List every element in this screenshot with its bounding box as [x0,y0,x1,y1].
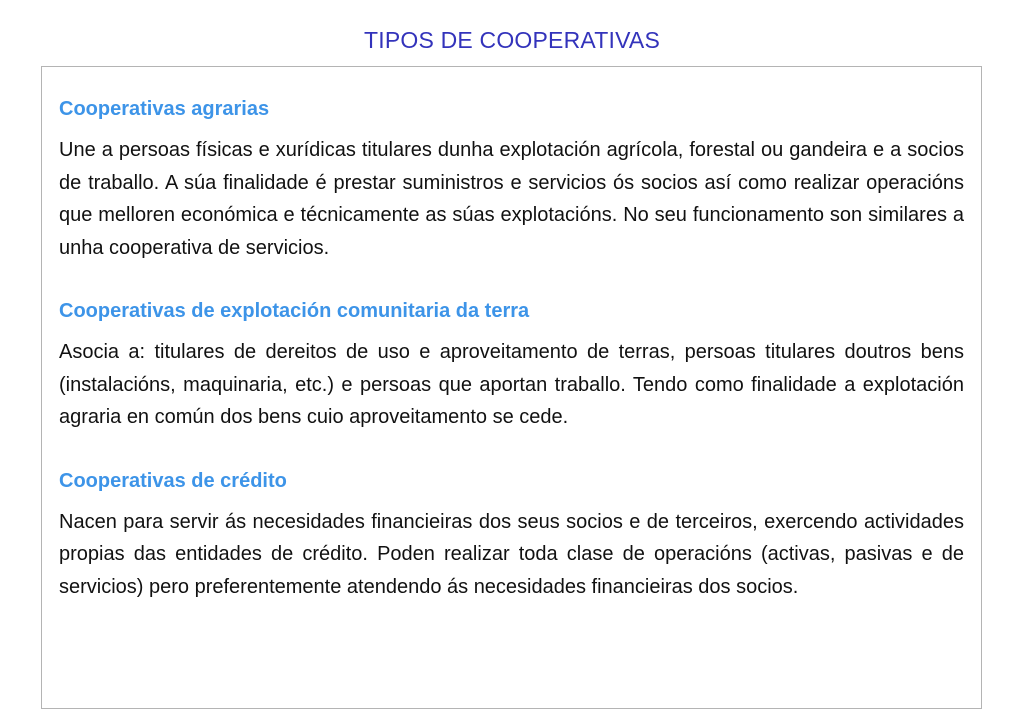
section-cooperativas-agrarias [59,95,964,264]
page-title: TIPOS DE COOPERATIVAS [363,27,660,53]
section-explotacion-comunitaria [59,297,964,434]
content-box [41,66,982,709]
section-heading: Cooperativas agrarias [59,98,270,120]
section-heading: Cooperativas de explotación comunitaria da terra [59,300,530,322]
section-body: Nacen para servir ás necesidades financieiras dos seus socios e de terceiros, exercendo actividades propias das entidades de crédito. Poden realizar toda clase de operacións (activas, pasivas e de servicios) pero preferentemente atendendo ás necesidades financieiras dos socios. [59,510,964,598]
section-body: Une a persoas físicas e xurídicas titulares dunha explotación agrícola, forestal ou gandeira e a socios de traballo. A súa finalidade é prestar suministros e servicios ós socios así como realizar operacións que melloren económica e técnicamente as súas explotacións. No seu funcionamento son similares a unha cooperativa de servicios. [59,139,964,259]
section-heading: Cooperativas de crédito [59,469,287,492]
section-body: Asocia a: titulares de dereitos de uso e aproveitamento de terras, persoas titulares doutros bens (instalacións, maquinaria, etc.) e persoas que aportan traballo. Tendo como finalidade a explotación agraria en común dos bens cuio aproveitamento se cede. [59,341,964,428]
section-cooperativas-credito [59,467,964,604]
